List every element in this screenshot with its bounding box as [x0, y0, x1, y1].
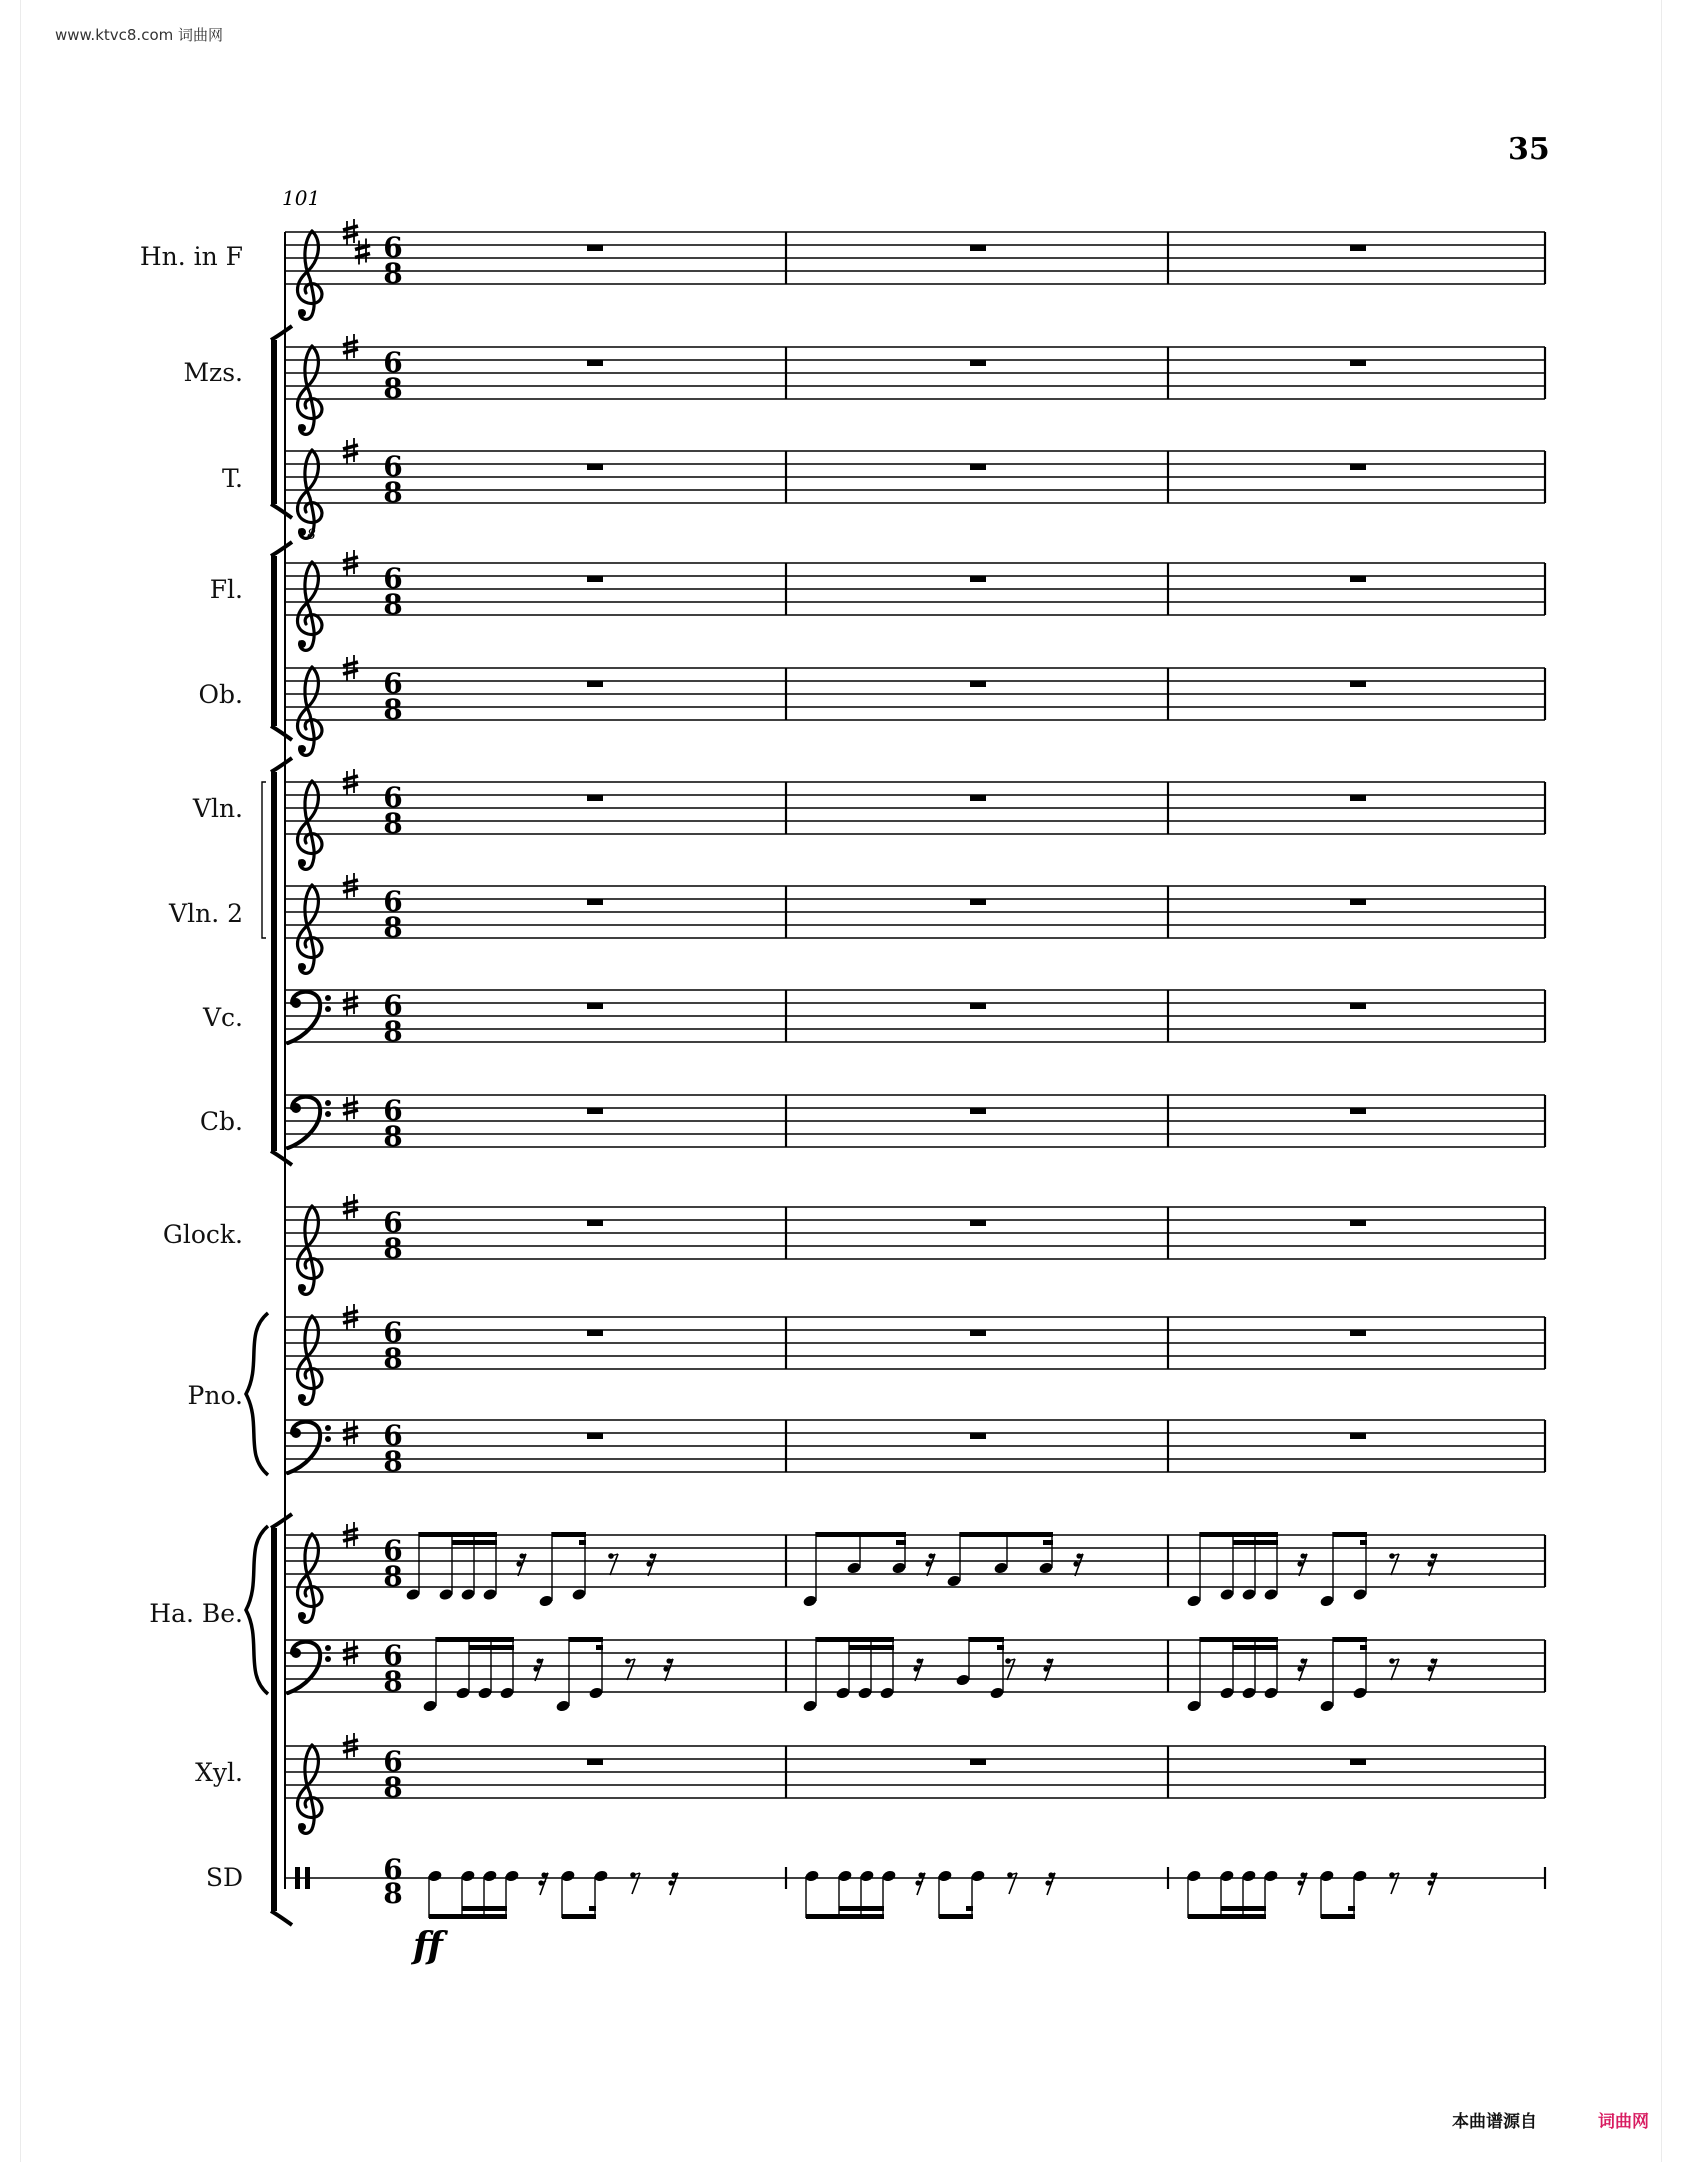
sixteenth-rest [1073, 1553, 1083, 1576]
whole-rest [970, 576, 986, 582]
bass-clef [288, 992, 331, 1043]
page-number: 35 [1508, 132, 1550, 167]
instrument-label-tenor: T. [222, 464, 243, 493]
staff-4 [285, 655, 1545, 755]
instrument-label-violin2: Vln. 2 [169, 899, 243, 928]
handbells-treble-notes [405, 1532, 1437, 1608]
time-signature-numerator: 6 [383, 231, 403, 264]
whole-rest [1350, 1433, 1366, 1439]
sixteenth-rest [1045, 1872, 1055, 1895]
notes-group [405, 1532, 1437, 1919]
time-signature-denominator: 8 [383, 807, 403, 840]
sixteenth-rest [1297, 1553, 1307, 1576]
instrument-label-cello: Vc. [202, 1003, 243, 1032]
instrument-label-horn: Hn. in F [139, 242, 243, 271]
bracket-strings [271, 758, 292, 1165]
instrument-label-piano: Pno. [187, 1381, 243, 1410]
whole-rest [587, 681, 603, 687]
sixteenth-rest [1043, 1658, 1053, 1681]
beam [1200, 1637, 1278, 1642]
bracket-voices [271, 326, 292, 518]
beam [436, 1637, 514, 1642]
staff-11 [285, 1419, 1545, 1478]
time-signature-denominator: 8 [383, 1877, 403, 1910]
beam [1321, 1914, 1355, 1919]
time-signature-numerator: 6 [383, 1316, 403, 1349]
whole-rest [1350, 1220, 1366, 1226]
beam [429, 1914, 507, 1919]
beam [419, 1532, 497, 1537]
time-signature-denominator: 8 [383, 372, 403, 405]
time-signature-denominator: 8 [383, 1015, 403, 1048]
beam [1333, 1532, 1367, 1537]
beam [960, 1532, 1053, 1537]
time-signature-denominator: 8 [383, 257, 403, 290]
beam [1360, 1645, 1367, 1650]
piano-brace [246, 1313, 268, 1475]
time-signature-numerator: 6 [383, 781, 403, 814]
whole-rest [970, 245, 986, 251]
staff-15 [285, 1853, 1545, 1910]
eighth-rest [625, 1658, 635, 1680]
staff-8 [285, 1094, 1545, 1153]
whole-rest [587, 464, 603, 470]
beam [469, 1645, 514, 1650]
octave-marker: 8 [307, 527, 316, 543]
bracket-strings-bar [271, 772, 277, 1151]
whole-rest [970, 795, 986, 801]
sharp-accidental [355, 239, 370, 265]
time-signature-denominator: 8 [383, 693, 403, 726]
staff-7 [285, 989, 1545, 1048]
bracket-winds-bar [271, 556, 277, 726]
time-signature-numerator: 6 [383, 1206, 403, 1239]
beam [589, 1906, 596, 1911]
treble-clef [298, 231, 322, 319]
whole-rest [1350, 681, 1366, 687]
percussion-clef [295, 1867, 300, 1889]
beam [1200, 1532, 1278, 1537]
instrument-label-handbells: Ha. Be. [149, 1599, 243, 1628]
beam [816, 1532, 906, 1537]
time-signature-denominator: 8 [383, 1771, 403, 1804]
time-signature-denominator: 8 [383, 911, 403, 944]
bass-clef [288, 1097, 331, 1148]
time-signature-numerator: 6 [383, 1419, 403, 1452]
whole-rest [1350, 360, 1366, 366]
whole-rest [970, 1220, 986, 1226]
time-signature-denominator: 8 [383, 1120, 403, 1153]
instrument-label-violin: Vln. [192, 794, 243, 823]
whole-rest [970, 1003, 986, 1009]
staff-0 [285, 219, 1545, 319]
whole-rest [970, 681, 986, 687]
beam [1188, 1914, 1266, 1919]
footer-brand-link[interactable]: 词曲网 [1598, 2112, 1649, 2132]
staves-group [285, 219, 1545, 1910]
bracket-percussion-top [271, 1514, 292, 1528]
sixteenth-rest [925, 1553, 935, 1576]
time-signature-numerator: 6 [383, 1639, 403, 1672]
treble-clef [298, 562, 322, 650]
whole-rest [1350, 795, 1366, 801]
bracket-winds [271, 542, 292, 740]
beam [849, 1645, 894, 1650]
treble-clef [298, 450, 322, 538]
treble-clef [298, 1534, 322, 1622]
beam [452, 1540, 497, 1545]
whole-rest [1350, 1003, 1366, 1009]
sixteenth-rest [646, 1553, 656, 1576]
eighth-rest [1389, 1658, 1399, 1680]
beam [939, 1914, 973, 1919]
time-signature-denominator: 8 [383, 1342, 403, 1375]
whole-rest [1350, 245, 1366, 251]
instrument-label-oboe: Ob. [198, 680, 243, 709]
handbells-bass-notes [422, 1637, 1437, 1713]
watermark-url[interactable]: www.ktvc8.com 词曲网 [55, 26, 224, 44]
bracket-voices-top [271, 326, 292, 340]
beam [569, 1637, 603, 1642]
instrument-label-mezzo: Mzs. [183, 358, 243, 387]
sixteenth-rest [1427, 1553, 1437, 1576]
time-signature-denominator: 8 [383, 476, 403, 509]
staff-14 [285, 1733, 1545, 1833]
sixteenth-rest [1297, 1658, 1307, 1681]
whole-rest [587, 1220, 603, 1226]
sixteenth-rest [538, 1872, 548, 1895]
bracket-voices-bottom [271, 504, 292, 518]
beam [1348, 1906, 1355, 1911]
bracket-percussion-bottom [271, 1911, 292, 1925]
whole-rest [1350, 464, 1366, 470]
whole-rest [1350, 576, 1366, 582]
time-signature-numerator: 6 [383, 1534, 403, 1567]
sixteenth-rest [913, 1658, 923, 1681]
whole-rest [1350, 899, 1366, 905]
beam [552, 1532, 586, 1537]
whole-rest [587, 1759, 603, 1765]
beam [997, 1645, 1004, 1650]
beam [1360, 1540, 1367, 1545]
instrument-label-contrabass: Cb. [199, 1107, 243, 1136]
time-signature-numerator: 6 [383, 1853, 403, 1886]
eighth-rest [630, 1872, 640, 1894]
instrument-label-snare: SD [205, 1863, 243, 1892]
staff-6 [285, 873, 1545, 973]
beam [562, 1914, 596, 1919]
whole-rest [587, 795, 603, 801]
whole-rest [970, 1330, 986, 1336]
treble-clef [298, 1316, 322, 1404]
eighth-rest [608, 1553, 618, 1575]
time-signature-numerator: 6 [383, 346, 403, 379]
handbells-brace [246, 1526, 268, 1694]
staff-10 [285, 1304, 1545, 1404]
staff-1 [285, 334, 1545, 434]
instrument-label-flute: Fl. [209, 575, 243, 604]
time-signature-denominator: 8 [383, 1665, 403, 1698]
time-signature-numerator: 6 [383, 989, 403, 1022]
staff-2 [285, 438, 1545, 543]
beam [1043, 1540, 1053, 1545]
whole-rest [1350, 1108, 1366, 1114]
whole-rest [587, 360, 603, 366]
time-signature-denominator: 8 [383, 1232, 403, 1265]
bracket-percussion [271, 1514, 292, 1925]
bracket-strings-top [271, 758, 292, 772]
whole-rest [970, 464, 986, 470]
bracket-winds-top [271, 542, 292, 556]
bass-clef [288, 1422, 331, 1473]
whole-rest [970, 1108, 986, 1114]
footer-source-text: 本曲谱源自 [1452, 2112, 1537, 2132]
time-signature-numerator: 6 [383, 450, 403, 483]
sixteenth-rest [1297, 1872, 1307, 1895]
beam [806, 1914, 884, 1919]
whole-rest [970, 899, 986, 905]
beam [896, 1540, 906, 1545]
bracket-voices-bar [271, 340, 277, 504]
whole-rest [587, 576, 603, 582]
eighth-rest [1389, 1553, 1399, 1575]
sixteenth-rest [516, 1553, 526, 1576]
time-signature-numerator: 6 [383, 885, 403, 918]
treble-clef [298, 885, 322, 973]
eighth-rest [1005, 1658, 1015, 1680]
snare-drum-notes [427, 1869, 1437, 1919]
treble-clef [298, 346, 322, 434]
staff-5 [285, 769, 1545, 869]
sixteenth-rest [668, 1872, 678, 1895]
measure-number: 101 [282, 186, 321, 210]
whole-rest [970, 1759, 986, 1765]
beam [1233, 1540, 1278, 1545]
bracket-winds-bottom [271, 726, 292, 740]
beam [1233, 1645, 1278, 1650]
bracket-strings-bottom [271, 1151, 292, 1165]
sixteenth-rest [915, 1872, 925, 1895]
whole-rest [970, 1433, 986, 1439]
staff-9 [285, 1194, 1545, 1294]
whole-rest [587, 899, 603, 905]
dynamic-marking: ff [413, 1925, 443, 1967]
time-signature-numerator: 6 [383, 667, 403, 700]
bracket-percussion-bar [271, 1528, 277, 1911]
sixteenth-rest [663, 1658, 673, 1681]
sixteenth-rest [1427, 1658, 1437, 1681]
whole-rest [1350, 1759, 1366, 1765]
percussion-clef [305, 1867, 310, 1889]
beam [1221, 1906, 1266, 1911]
time-signature-denominator: 8 [383, 588, 403, 621]
whole-rest [587, 1003, 603, 1009]
beam [816, 1637, 894, 1642]
eighth-rest [1389, 1872, 1399, 1894]
treble-clef [298, 1206, 322, 1294]
violin-subbracket [262, 782, 266, 938]
whole-rest [587, 1433, 603, 1439]
treble-clef [298, 1745, 322, 1833]
beam [579, 1540, 586, 1545]
sixteenth-rest [1427, 1872, 1437, 1895]
whole-rest [587, 1108, 603, 1114]
beam [596, 1645, 603, 1650]
instrument-label-glockenspiel: Glock. [162, 1220, 243, 1249]
time-signature-numerator: 6 [383, 1094, 403, 1127]
whole-rest [587, 1330, 603, 1336]
time-signature-denominator: 8 [383, 1560, 403, 1593]
beam [966, 1906, 973, 1911]
instrument-labels [140, 242, 243, 1892]
whole-rest [587, 245, 603, 251]
staff-3 [285, 550, 1545, 650]
beam [969, 1637, 1004, 1642]
time-signature-numerator: 6 [383, 1745, 403, 1778]
time-signature-denominator: 8 [383, 1445, 403, 1478]
bass-clef [288, 1642, 331, 1693]
whole-rest [1350, 1330, 1366, 1336]
sixteenth-rest [533, 1658, 543, 1681]
beam [462, 1906, 507, 1911]
beam [1333, 1637, 1367, 1642]
brackets-group [246, 232, 292, 1925]
whole-rest [970, 360, 986, 366]
time-signature-numerator: 6 [383, 562, 403, 595]
beam [839, 1906, 884, 1911]
treble-clef [298, 667, 322, 755]
eighth-rest [1007, 1872, 1017, 1894]
instrument-label-xylophone: Xyl. [195, 1758, 243, 1787]
treble-clef [298, 781, 322, 869]
